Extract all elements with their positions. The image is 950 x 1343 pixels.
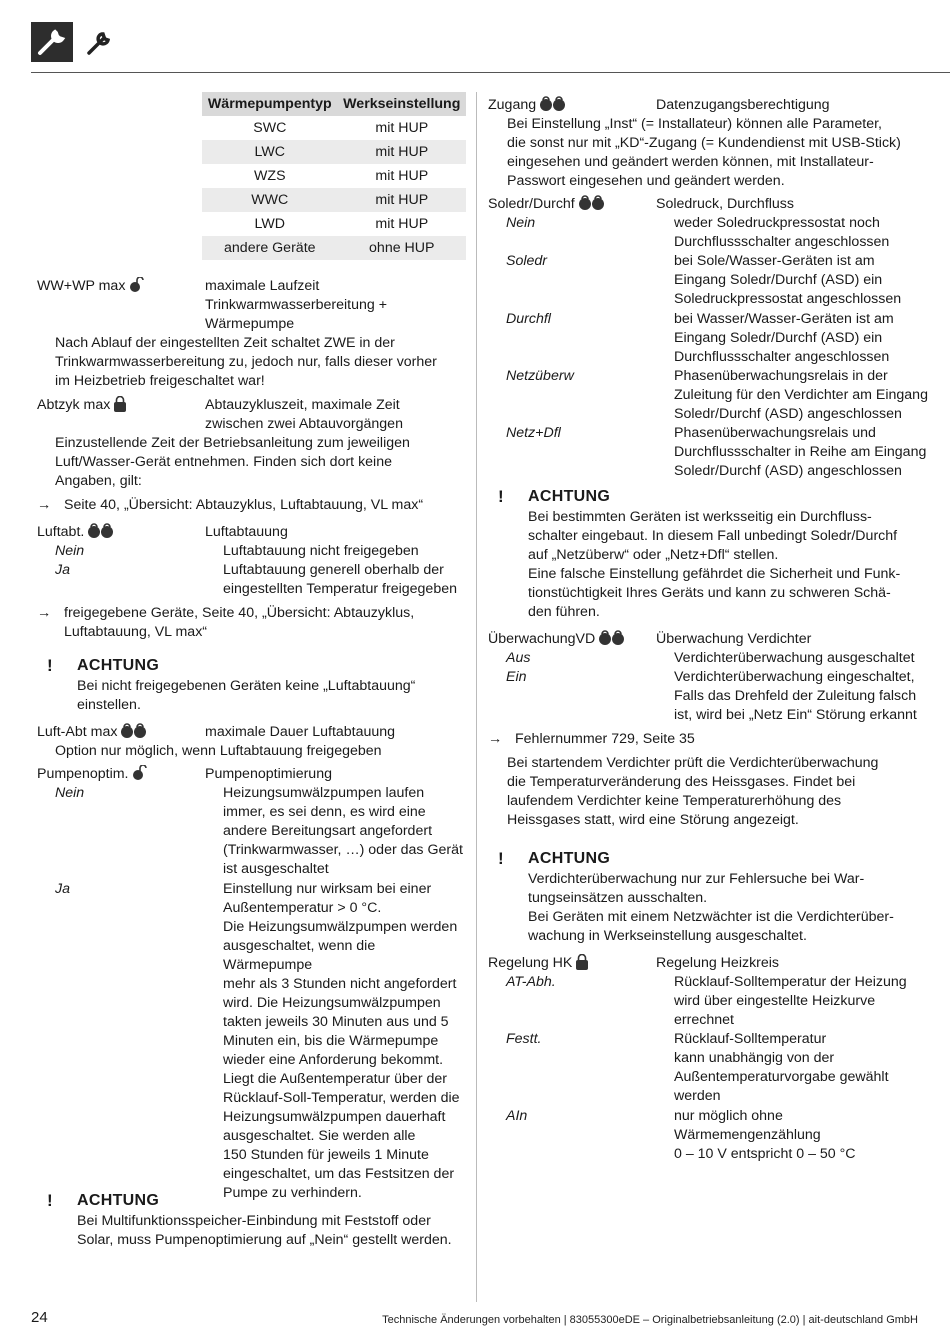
reference-luftabt <box>37 604 467 642</box>
warning-text: Bei bestimmten Geräten ist werksseitig ein Durchfluss- <box>528 509 872 525</box>
param-desc: zwischen zwei Abtauvorgängen <box>205 416 403 432</box>
param-key: Zugang <box>488 97 537 113</box>
option-key: Nein <box>506 215 536 231</box>
column-divider <box>476 92 477 1302</box>
option-desc: Eingang Soledr/Durchf (ASD) ein <box>674 272 883 288</box>
param-desc: Trinkwarmwasserbereitung + <box>205 297 388 313</box>
option-desc: Rücklauf-Solltemperatur der Heizung <box>674 974 907 990</box>
option-key: Netz+Dfl <box>506 425 561 441</box>
note-line: Einzustellende Zeit der Betriebsanleitung zum jeweiligen <box>55 435 410 451</box>
reference-text: Seite 40, „Übersicht: Abtauzyklus, Luftabtauung, VL max“ <box>64 497 424 513</box>
option-desc: kann unabhängig von der <box>674 1050 835 1066</box>
option-desc: ausgeschaltet. Sie werden alle <box>223 1128 416 1144</box>
tools-icon-box <box>31 22 73 62</box>
param-key: Abtzyk max <box>37 397 111 413</box>
option-key: Ein <box>506 669 527 685</box>
note-line: Nach Ablauf der eingestellten Zeit schaltet ZWE in der <box>55 335 395 351</box>
warning-box <box>488 487 920 627</box>
option-desc: Eingang Soledr/Durchf (ASD) ein <box>674 330 883 346</box>
note-line: die sonst nur mit „KD“-Zugang (= Kundendienst mit USB-Stick) <box>507 135 901 151</box>
option-row <box>37 561 467 599</box>
option-row <box>488 424 928 481</box>
option-desc: weder Soledruckpressostat noch <box>674 215 880 231</box>
option-key: Aus <box>506 650 531 666</box>
option-row <box>488 668 928 725</box>
note-line: eingesehen und geändert werden können, mit Installateur- <box>507 154 874 170</box>
note-wwwp <box>55 334 470 391</box>
option-desc: Soledruckpressostat angeschlossen <box>674 291 902 307</box>
note-line: laufendem Verdichter keine Temperaturerhöhung des <box>507 793 842 809</box>
warning-text: den führen. <box>528 604 600 620</box>
option-key: AIn <box>506 1108 528 1124</box>
table-cell: ohne HUP <box>338 236 466 260</box>
table-cell: andere Geräte <box>202 236 338 260</box>
option-desc: Die Heizungsumwälzpumpen werden <box>223 919 458 935</box>
warning-title: ACHTUNG <box>528 488 611 505</box>
option-row <box>488 649 928 668</box>
option-key: Ja <box>55 562 70 578</box>
param-key: Luftabt. <box>37 524 85 540</box>
table-row <box>202 164 466 188</box>
reference-text: Fehlernummer 729, Seite 35 <box>515 731 695 747</box>
param-desc: Soledruck, Durchfluss <box>656 196 794 212</box>
option-row <box>37 542 467 561</box>
warning-text: Bei nicht freigegebenen Geräten keine „Luftabtauung“ <box>77 678 416 694</box>
table-row <box>202 116 466 140</box>
arrow-right-icon: → <box>37 605 52 621</box>
option-desc: bei Sole/Wasser-Geräten ist am <box>674 253 875 269</box>
option-desc: Heizungsumwälzpumpen dauerhaft <box>223 1109 446 1125</box>
option-desc: Zuleitung für den Verdichter am Eingang <box>674 387 928 403</box>
option-row <box>488 1030 928 1106</box>
warning-text: Bei Geräten mit einem Netzwächter ist die Verdichterüber- <box>528 909 894 925</box>
option-desc: ist ausgeschaltet <box>223 861 329 877</box>
option-key: Netzüberw <box>506 368 574 384</box>
reference-abtzyk <box>37 496 467 515</box>
option-desc: Durchflussschalter in Reihe am Eingang <box>674 444 927 460</box>
warning-title: ACHTUNG <box>77 1192 160 1209</box>
warning-icon: ! <box>498 487 504 506</box>
option-desc: Rücklauf-Soll-Temperatur, werden die <box>223 1090 460 1106</box>
option-row <box>488 973 928 1030</box>
option-row <box>488 214 928 252</box>
option-desc: wird. Die Heizungsumwälzpumpen <box>223 995 441 1011</box>
warning-text: Eine falsche Einstellung gefährdet die Sicherheit und Funk- <box>528 566 901 582</box>
option-desc: Verdichterüberwachung eingeschaltet, <box>674 669 915 685</box>
option-desc: Minuten ein, bis die Wärmepumpe <box>223 1033 439 1049</box>
param-abtzyk <box>37 396 467 434</box>
note-line: Passwort eingesehen und geändert werden. <box>507 173 785 189</box>
note-line: die Temperaturveränderung des Heissgases. Findet bei <box>507 774 856 790</box>
option-key: Soledr <box>506 253 548 269</box>
param-key: WW+WP max <box>37 278 126 294</box>
arrow-right-icon: → <box>488 731 503 747</box>
note-zugang <box>507 115 937 191</box>
option-desc: 0 – 10 V entspricht 0 – 50 °C <box>674 1146 856 1162</box>
table-row <box>202 236 466 260</box>
option-desc: Außentemperaturvorgabe gewählt <box>674 1069 889 1085</box>
param-key: Regelung HK <box>488 955 573 971</box>
option-desc: Phasenüberwachungsrelais und <box>674 425 876 441</box>
warning-text: Verdichterüberwachung nur zur Fehlersuche bei War- <box>528 871 865 887</box>
table-header: Werkseinstellung <box>338 92 466 116</box>
warning-box <box>37 1191 467 1251</box>
option-desc: Heizungsumwälzpumpen laufen <box>223 785 425 801</box>
option-key: Ja <box>55 881 70 897</box>
note-line: Heissgases statt, wird eine Störung angezeigt. <box>507 812 799 828</box>
table-cell: LWC <box>202 140 338 164</box>
warning-text: Bei Multifunktionsspeicher-Einbindung mit Feststoff oder <box>77 1213 431 1229</box>
option-desc: nur möglich ohne <box>674 1108 783 1124</box>
option-desc: immer, es sei denn, es wird eine <box>223 804 426 820</box>
option-desc: errechnet <box>674 1012 734 1028</box>
param-desc: Überwachung Verdichter <box>656 631 812 647</box>
warning-text: tungseinsätzen ausschalten. <box>528 890 708 906</box>
table-cell: mit HUP <box>338 188 466 212</box>
param-key: Soledr/Durchf <box>488 196 575 212</box>
table-cell: LWD <box>254 215 286 232</box>
table-cell: mit HUP <box>375 215 429 232</box>
warning-text: wachung in Werkseinstellung ausgeschaltet. <box>528 928 807 944</box>
note-line: Option nur möglich, wenn Luftabtauung freigegeben <box>55 743 382 759</box>
option-desc: Durchflussschalter angeschlossen <box>674 349 890 365</box>
table-row <box>202 140 466 164</box>
param-key: Luft-Abt max <box>37 724 118 740</box>
option-desc: ausgeschaltet, wenn die Wärmepumpe <box>223 938 376 973</box>
note-line: im Heizbetrieb freigeschaltet war! <box>55 373 265 389</box>
option-desc: ist, wird bei „Netz Ein“ Störung erkannt <box>674 707 917 723</box>
option-key: Nein <box>55 543 85 559</box>
option-desc: Wärmemengenzählung <box>674 1127 821 1143</box>
option-desc: Außentemperatur > 0 °C. <box>223 900 382 916</box>
option-desc: Soledr/Durchf (ASD) angeschlossen <box>674 406 902 422</box>
option-desc: Falls das Drehfeld der Zuleitung falsch <box>674 688 917 704</box>
arrow-right-icon: → <box>37 497 52 513</box>
note-abtzyk <box>55 434 470 491</box>
reference-text: freigegebene Geräte, Seite 40, „Übersicht: Abtauzyklus, <box>64 605 415 621</box>
table-header: Wärmepumpentyp <box>202 92 338 116</box>
note-ueberwachung <box>507 754 927 830</box>
reference-ueberwachung <box>488 730 918 749</box>
param-desc: Luftabtauung <box>205 524 288 540</box>
option-desc: Pumpe zu verhindern. <box>223 1185 362 1201</box>
note-line: Bei startendem Verdichter prüft die Verdichterüberwachung <box>507 755 879 771</box>
option-desc: takten jeweils 30 Minuten aus und 5 <box>223 1014 449 1030</box>
option-desc: Phasenüberwachungsrelais in der <box>674 368 888 384</box>
param-wwwp <box>37 277 467 334</box>
lock-closed-icon <box>113 396 127 418</box>
option-desc: Durchflussschalter angeschlossen <box>674 234 890 250</box>
footer-text: Technische Änderungen vorbehalten | 83055300eDE – Originalbetriebsanleitung (2.0) | ait-deutschland GmbH <box>382 1314 918 1326</box>
option-row <box>488 252 928 309</box>
option-desc: wird über eingestellte Heizkurve <box>674 993 876 1009</box>
option-desc: Rücklauf-Solltemperatur <box>674 1031 827 1047</box>
option-row <box>37 880 467 1203</box>
option-desc: Soledr/Durchf (ASD) angeschlossen <box>674 463 902 479</box>
option-desc: Luftabtauung generell oberhalb der <box>223 562 444 578</box>
warning-box <box>37 656 467 716</box>
option-desc: Verdichterüberwachung ausgeschaltet <box>674 650 915 666</box>
option-desc: Liegt die Außentemperatur über der <box>223 1071 447 1087</box>
table-row <box>202 188 466 212</box>
warning-icon: ! <box>498 849 504 868</box>
table-cell: mit HUP <box>375 167 429 184</box>
option-row <box>488 1107 928 1164</box>
option-desc: Einstellung nur wirksam bei einer <box>223 881 432 897</box>
header-rule <box>31 72 950 73</box>
warning-box <box>488 849 920 949</box>
warning-title: ACHTUNG <box>528 850 611 867</box>
param-key: Pumpenoptim. <box>37 766 129 782</box>
option-desc: Luftabtauung nicht freigegeben <box>223 543 419 559</box>
param-desc: Datenzugangsberechtigung <box>656 97 830 113</box>
option-key: Nein <box>55 785 85 801</box>
param-desc: Wärmepumpe <box>205 316 295 332</box>
warning-icon: ! <box>47 1191 53 1210</box>
param-desc: Abtauzykluszeit, maximale Zeit <box>205 397 400 413</box>
option-desc: andere Bereitungsart angefordert <box>223 823 433 839</box>
table-cell: WZS <box>254 167 286 184</box>
lock-open-icon <box>128 277 144 299</box>
option-desc: eingestellten Temperatur freigegeben <box>223 581 457 597</box>
note-line: Bei Einstellung „Inst“ (= Installateur) können alle Parameter, <box>507 116 882 132</box>
option-row <box>37 784 467 879</box>
option-key: Durchfl <box>506 311 551 327</box>
note-line: Trinkwarmwasserbereitung zu, jedoch nur, falls dieser vorher <box>55 354 437 370</box>
note-line: Luft/Wasser-Gerät entnehmen. Finden sich dort keine <box>55 454 392 470</box>
param-desc: maximale Dauer Luftabtauung <box>205 724 396 740</box>
option-desc: werden <box>674 1088 721 1104</box>
warning-text: tionstüchtigkeit Ihres Geräts und kann zu schweren Schä- <box>528 585 891 601</box>
option-row <box>488 310 928 367</box>
param-desc: maximale Laufzeit <box>205 278 320 294</box>
option-desc: mehr als 3 Stunden nicht angefordert <box>223 976 457 992</box>
wrench-icon-plain <box>84 26 116 58</box>
table-cell: mit HUP <box>338 140 466 164</box>
warning-text: Solar, muss Pumpenoptimierung auf „Nein“ gestellt werden. <box>77 1232 452 1248</box>
warning-title: ACHTUNG <box>77 657 160 674</box>
option-desc: eingeschaltet, um das Festsitzen der <box>223 1166 455 1182</box>
warning-text: auf „Netzüberw“ oder „Netz+Dfl“ stellen. <box>528 547 779 563</box>
option-key: AT-Abh. <box>506 974 556 990</box>
table-cell: mit HUP <box>375 119 429 136</box>
warning-text: einstellen. <box>77 697 141 713</box>
reference-text: Luftabtauung, VL max“ <box>64 624 208 640</box>
option-desc: wieder eine Anforderung bekommt. <box>223 1052 444 1068</box>
table-cell: SWC <box>253 119 287 136</box>
note-line: Angaben, gilt: <box>55 473 142 489</box>
wrench-icon <box>31 22 73 62</box>
param-desc: Pumpenoptimierung <box>205 766 332 782</box>
warning-icon: ! <box>47 656 53 675</box>
param-key: ÜberwachungVD <box>488 631 596 647</box>
table-cell: WWC <box>202 188 338 212</box>
param-desc: Regelung Heizkreis <box>656 955 780 971</box>
option-key: Festt. <box>506 1031 542 1047</box>
option-row <box>488 367 928 424</box>
heatpump-table <box>202 92 466 260</box>
table-row <box>202 212 466 236</box>
page-number: 24 <box>31 1309 48 1326</box>
option-desc: bei Wasser/Wasser-Geräten ist am <box>674 311 894 327</box>
option-desc: 150 Stunden für jeweils 1 Minute <box>223 1147 429 1163</box>
warning-text: schalter eingebaut. In diesem Fall unbedingt Soledr/Durchf <box>528 528 898 544</box>
option-desc: (Trinkwarmwasser, …) oder das Gerät <box>223 842 463 858</box>
